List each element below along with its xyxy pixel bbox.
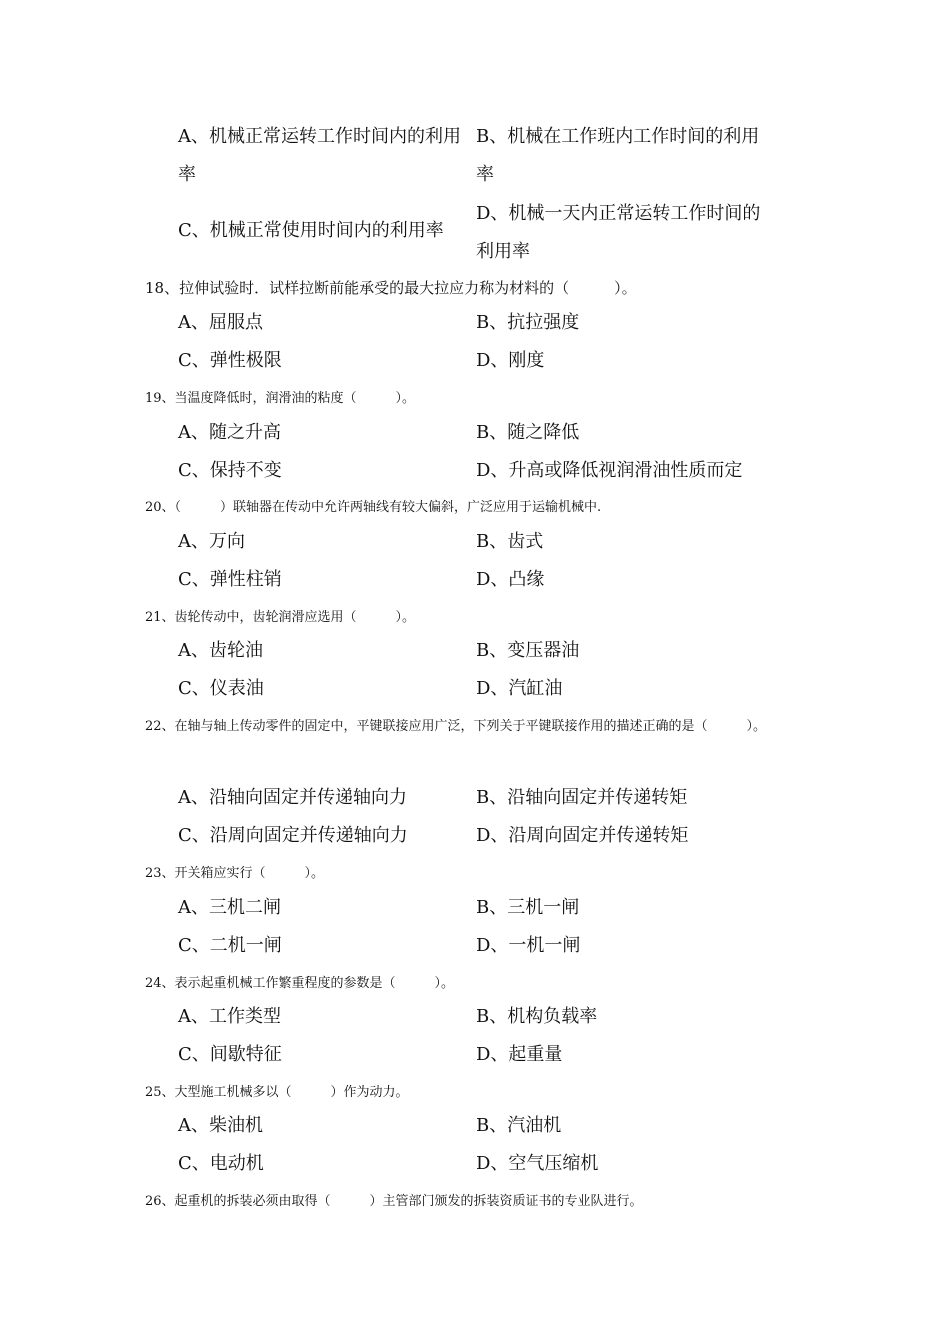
q20-option-d: D、凸缘 <box>476 569 545 590</box>
q21-option-c: C、仪表油 <box>178 678 264 699</box>
q24-option-b: B、机构负载率 <box>476 1006 598 1027</box>
q18-option-a: A、屈服点 <box>178 312 263 333</box>
q25-option-d: D、空气压缩机 <box>476 1153 599 1174</box>
q24-option-c: C、间歇特征 <box>178 1044 282 1065</box>
question-23-stem: 23、开关箱应实行（ ）。 <box>145 866 325 881</box>
q17-option-d: D、机械一天内正常运转工作时间的利用率 <box>476 203 761 262</box>
q25-option-b: B、汽油机 <box>476 1115 562 1136</box>
q19-option-a: A、随之升高 <box>178 422 281 443</box>
q17-option-b: B、机械在工作班内工作时间的利用率 <box>476 126 760 185</box>
q19-option-d: D、升高或降低视润滑油性质而定 <box>476 460 743 481</box>
q22-option-b: B、沿轴向固定并传递转矩 <box>476 787 688 808</box>
q19-option-c: C、保持不变 <box>178 460 282 481</box>
question-20-stem: 20、（ ）联轴器在传动中允许两轴线有较大偏斜，广泛应用于运输机械中. <box>145 500 602 515</box>
question-18-stem: 18、拉伸试验时．试样拉断前能承受的最大拉应力称为材料的（ ）。 <box>145 279 637 297</box>
q25-option-c: C、电动机 <box>178 1153 264 1174</box>
question-25-stem: 25、大型施工机械多以（ ）作为动力。 <box>145 1085 409 1100</box>
q23-option-d: D、一机一闸 <box>476 935 581 956</box>
q18-option-d: D、刚度 <box>476 350 545 371</box>
question-19-stem: 19、当温度降低时，润滑油的粘度（ ）。 <box>145 391 416 406</box>
q20-option-c: C、弹性柱销 <box>178 569 282 590</box>
q20-option-a: A、万向 <box>178 531 245 552</box>
q20-option-b: B、齿式 <box>476 531 544 552</box>
q24-option-d: D、起重量 <box>476 1044 563 1065</box>
q19-option-b: B、随之降低 <box>476 422 580 443</box>
q21-option-d: D、汽缸油 <box>476 678 563 699</box>
q22-option-c: C、沿周向固定并传递轴向力 <box>178 825 408 846</box>
q21-option-a: A、齿轮油 <box>178 640 263 661</box>
q21-option-b: B、变压器油 <box>476 640 580 661</box>
question-26-stem: 26、起重机的拆装必须由取得（ ）主管部门颁发的拆装资质证书的专业队进行。 <box>145 1194 643 1209</box>
q18-option-c: C、弹性极限 <box>178 350 282 371</box>
question-21-stem: 21、齿轮传动中，齿轮润滑应选用（ ）。 <box>145 610 416 625</box>
question-24-stem: 24、表示起重机械工作繁重程度的参数是（ ）。 <box>145 976 455 991</box>
q17-option-c: C、机械正常使用时间内的利用率 <box>178 220 444 241</box>
q23-option-b: B、三机一闸 <box>476 897 580 918</box>
q22-option-d: D、沿周向固定并传递转矩 <box>476 825 689 846</box>
question-22-stem: 22、在轴与轴上传动零件的固定中，平键联接应用广泛，下列关于平键联接作用的描述正确的是（ ）。 <box>145 719 767 734</box>
q18-option-b: B、抗拉强度 <box>476 312 580 333</box>
q22-option-a: A、沿轴向固定并传递轴向力 <box>178 787 407 808</box>
q17-option-a: A、机械正常运转工作时间内的利用率 <box>178 126 461 185</box>
q23-option-a: A、三机二闸 <box>178 897 281 918</box>
q24-option-a: A、工作类型 <box>178 1006 281 1027</box>
q23-option-c: C、二机一闸 <box>178 935 282 956</box>
q25-option-a: A、柴油机 <box>178 1115 263 1136</box>
